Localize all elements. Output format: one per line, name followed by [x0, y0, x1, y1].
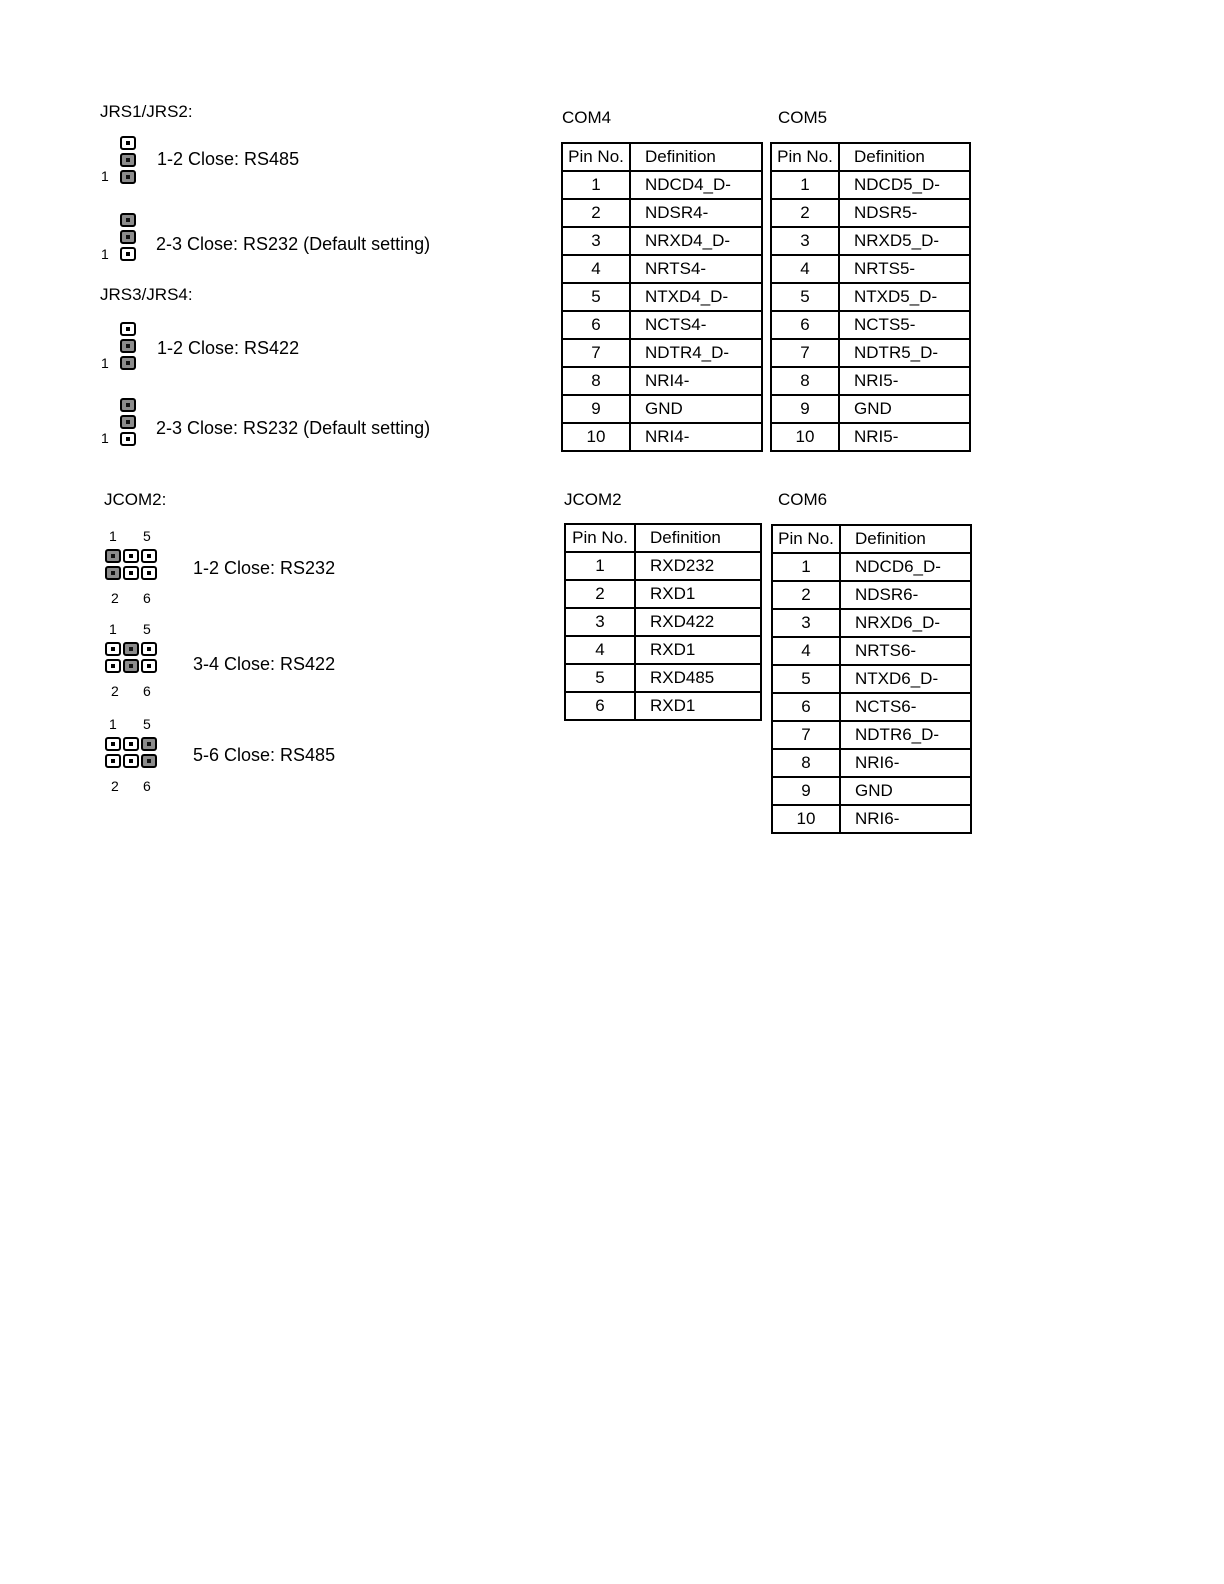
pin-number-cell: 5: [771, 283, 839, 311]
table-row: [562, 227, 762, 255]
jumper-pin-closed: [120, 415, 136, 429]
table-row: [772, 665, 971, 693]
jumper-pin: [120, 136, 136, 150]
jumper-pin-closed: [141, 754, 157, 768]
jcom2-pin-label-1: 1: [109, 621, 117, 637]
definition-cell: GND: [840, 777, 971, 805]
table-row: [565, 580, 761, 608]
jumper-pin: [120, 247, 136, 261]
definition-cell: NDSR6-: [840, 581, 971, 609]
pin-number-cell: 6: [771, 311, 839, 339]
table-row: [771, 339, 970, 367]
jcom2-pin-label-1: 1: [109, 716, 117, 732]
table-row: [562, 255, 762, 283]
definition-cell: NDCD6_D-: [840, 553, 971, 581]
definition-cell: NRTS5-: [839, 255, 970, 283]
pin-number-cell: 2: [772, 581, 840, 609]
definition-cell: NRXD4_D-: [630, 227, 762, 255]
pin-number-cell: 4: [562, 255, 630, 283]
pin-number-cell: 9: [562, 395, 630, 423]
definition-cell: NRI6-: [840, 749, 971, 777]
pin-number-cell: 3: [772, 609, 840, 637]
definition-cell: NDCD4_D-: [630, 171, 762, 199]
jcom2-jumper-title: JCOM2:: [104, 490, 167, 509]
jcom2-pin-label-1: 1: [109, 528, 117, 544]
pin-number-cell: 6: [772, 693, 840, 721]
definition-cell: NCTS6-: [840, 693, 971, 721]
jumper-pin-closed: [105, 549, 121, 563]
table-row: [562, 311, 762, 339]
table-row: [772, 777, 971, 805]
definition-cell: RXD1: [635, 692, 761, 720]
table-row: [562, 199, 762, 227]
table-row: [771, 423, 970, 451]
table-row: [562, 171, 762, 199]
definition-header: Definition: [630, 143, 762, 171]
jcom2-pin-label-5: 5: [143, 716, 151, 732]
jrs12-title: JRS1/JRS2:: [100, 102, 193, 121]
com4-table: [561, 142, 763, 452]
table-row: [562, 339, 762, 367]
definition-cell: NDSR4-: [630, 199, 762, 227]
jcom2-pin-label-6: 6: [143, 683, 151, 699]
pin-number-cell: 6: [562, 311, 630, 339]
pin-number-cell: 10: [772, 805, 840, 833]
jumper-pin: [105, 642, 121, 656]
jcom2-option-rs422: 3-4 Close: RS422: [193, 654, 336, 674]
table-header-row: [565, 524, 761, 552]
com5-table: [770, 142, 971, 452]
jumper-pin-closed: [120, 230, 136, 244]
definition-cell: RXD232: [635, 552, 761, 580]
pin-no-header: Pin No.: [562, 143, 630, 171]
definition-cell: GND: [839, 395, 970, 423]
jumper-pin-closed: [120, 153, 136, 167]
jumper-pin: [123, 737, 139, 751]
table-row: [771, 395, 970, 423]
pin-1-label: 1: [101, 430, 109, 446]
table-row: [772, 693, 971, 721]
jumper-pin-closed: [120, 213, 136, 227]
pin-no-header: Pin No.: [565, 524, 635, 552]
jumper-pin: [120, 322, 136, 336]
jcom2-jumper-rs422: [105, 642, 159, 673]
definition-cell: NRXD6_D-: [840, 609, 971, 637]
pin-number-cell: 10: [562, 423, 630, 451]
definition-cell: NDTR6_D-: [840, 721, 971, 749]
jrs34-option-rs232: 2-3 Close: RS232 (Default setting): [156, 418, 431, 438]
table-row: [771, 255, 970, 283]
jcom2-pin-label-6: 6: [143, 590, 151, 606]
table-row: [565, 636, 761, 664]
com6-title: COM6: [778, 490, 828, 509]
jumper-pin: [123, 549, 139, 563]
pin-number-cell: 4: [565, 636, 635, 664]
jrs34-option-rs422: 1-2 Close: RS422: [157, 338, 300, 358]
jumper-pin-closed: [120, 170, 136, 184]
jcom2-option-rs485: 5-6 Close: RS485: [193, 745, 336, 765]
jcom2-pin-label-2: 2: [111, 590, 119, 606]
definition-cell: NDTR4_D-: [630, 339, 762, 367]
jcom2-option-rs232: 1-2 Close: RS232: [193, 558, 336, 578]
table-row: [562, 283, 762, 311]
definition-cell: RXD1: [635, 580, 761, 608]
definition-cell: NCTS4-: [630, 311, 762, 339]
table-row: [565, 608, 761, 636]
com4-title: COM4: [562, 108, 612, 127]
definition-cell: NRI5-: [839, 367, 970, 395]
com5-title: COM5: [778, 108, 828, 127]
definition-cell: GND: [630, 395, 762, 423]
table-row: [565, 692, 761, 720]
pin-number-cell: 7: [562, 339, 630, 367]
jumper-pin-closed: [120, 398, 136, 412]
table-header-row: [772, 525, 971, 553]
jumper-pin: [105, 737, 121, 751]
table-row: [772, 721, 971, 749]
jumper-pin-closed: [120, 356, 136, 370]
definition-cell: NRXD5_D-: [839, 227, 970, 255]
table-row: [771, 171, 970, 199]
definition-cell: NDTR5_D-: [839, 339, 970, 367]
table-row: [565, 664, 761, 692]
jumper-pin: [141, 566, 157, 580]
definition-cell: RXD1: [635, 636, 761, 664]
jcom2-pin-label-6: 6: [143, 778, 151, 794]
definition-cell: NCTS5-: [839, 311, 970, 339]
pin-number-cell: 7: [771, 339, 839, 367]
definition-cell: RXD485: [635, 664, 761, 692]
pin-1-label: 1: [101, 246, 109, 262]
pin-number-cell: 5: [562, 283, 630, 311]
jrs34-title: JRS3/JRS4:: [100, 285, 193, 304]
table-row: [562, 395, 762, 423]
jrs12-option-rs232: 2-3 Close: RS232 (Default setting): [156, 234, 431, 254]
pin-number-cell: 1: [771, 171, 839, 199]
definition-cell: NDSR5-: [839, 199, 970, 227]
jcom2-pin-label-5: 5: [143, 621, 151, 637]
definition-cell: NRTS4-: [630, 255, 762, 283]
table-row: [772, 553, 971, 581]
pin-number-cell: 2: [771, 199, 839, 227]
table-row: [772, 609, 971, 637]
jcom2-pin-label-5: 5: [143, 528, 151, 544]
definition-cell: NDCD5_D-: [839, 171, 970, 199]
jcom2-table-title: JCOM2: [564, 490, 622, 509]
pin-number-cell: 9: [771, 395, 839, 423]
com6-table: [771, 524, 972, 834]
pin-1-label: 1: [101, 355, 109, 371]
table-row: [772, 581, 971, 609]
jcom2-pin-label-2: 2: [111, 778, 119, 794]
table-row: [772, 637, 971, 665]
definition-cell: NRI4-: [630, 367, 762, 395]
pin-number-cell: 1: [565, 552, 635, 580]
table-row: [771, 227, 970, 255]
pin-number-cell: 7: [772, 721, 840, 749]
table-row: [771, 311, 970, 339]
table-row: [771, 199, 970, 227]
jumper-pin-closed: [141, 737, 157, 751]
definition-cell: NRTS6-: [840, 637, 971, 665]
pin-number-cell: 3: [565, 608, 635, 636]
jrs12-jumper-rs232: [120, 213, 136, 264]
jcom2-jumper-rs232: [105, 549, 159, 580]
table-row: [771, 367, 970, 395]
pin-number-cell: 2: [562, 199, 630, 227]
table-row: [771, 283, 970, 311]
pin-number-cell: 6: [565, 692, 635, 720]
table-header-row: [771, 143, 970, 171]
pin-number-cell: 5: [772, 665, 840, 693]
definition-header: Definition: [840, 525, 971, 553]
jcom2-pin-label-2: 2: [111, 683, 119, 699]
pin-number-cell: 5: [565, 664, 635, 692]
table-row: [772, 749, 971, 777]
definition-cell: NTXD6_D-: [840, 665, 971, 693]
jumper-pin-closed: [123, 659, 139, 673]
jumper-pin: [105, 659, 121, 673]
jumper-pin: [123, 754, 139, 768]
pin-number-cell: 1: [772, 553, 840, 581]
jrs12-jumper-rs485: [120, 136, 136, 187]
table-row: [562, 423, 762, 451]
table-row: [565, 552, 761, 580]
pin-number-cell: 2: [565, 580, 635, 608]
definition-cell: NRI5-: [839, 423, 970, 451]
jumper-pin: [141, 549, 157, 563]
jumper-pin: [105, 754, 121, 768]
pin-no-header: Pin No.: [771, 143, 839, 171]
definition-cell: NTXD5_D-: [839, 283, 970, 311]
jcom2-jumper-rs485: [105, 737, 159, 768]
pin-1-label: 1: [101, 168, 109, 184]
pin-number-cell: 8: [772, 749, 840, 777]
jumper-pin: [141, 659, 157, 673]
definition-cell: NRI6-: [840, 805, 971, 833]
definition-cell: RXD422: [635, 608, 761, 636]
pin-number-cell: 9: [772, 777, 840, 805]
jrs34-jumper-rs422: [120, 322, 136, 373]
jumper-pin: [120, 432, 136, 446]
jcom2-table: [564, 523, 762, 721]
pin-number-cell: 4: [772, 637, 840, 665]
definition-header: Definition: [635, 524, 761, 552]
definition-header: Definition: [839, 143, 970, 171]
jumper-pin-closed: [120, 339, 136, 353]
pin-number-cell: 8: [562, 367, 630, 395]
pin-number-cell: 4: [771, 255, 839, 283]
pin-number-cell: 3: [771, 227, 839, 255]
pin-number-cell: 3: [562, 227, 630, 255]
jumper-pin: [141, 642, 157, 656]
definition-cell: NTXD4_D-: [630, 283, 762, 311]
pin-number-cell: 1: [562, 171, 630, 199]
table-row: [562, 367, 762, 395]
table-header-row: [562, 143, 762, 171]
jrs34-jumper-rs232: [120, 398, 136, 449]
jumper-pin-closed: [105, 566, 121, 580]
pin-no-header: Pin No.: [772, 525, 840, 553]
pin-number-cell: 8: [771, 367, 839, 395]
table-row: [772, 805, 971, 833]
pin-number-cell: 10: [771, 423, 839, 451]
definition-cell: NRI4-: [630, 423, 762, 451]
jumper-pin-closed: [123, 642, 139, 656]
jrs12-option-rs485: 1-2 Close: RS485: [157, 149, 300, 169]
jumper-pin: [123, 566, 139, 580]
